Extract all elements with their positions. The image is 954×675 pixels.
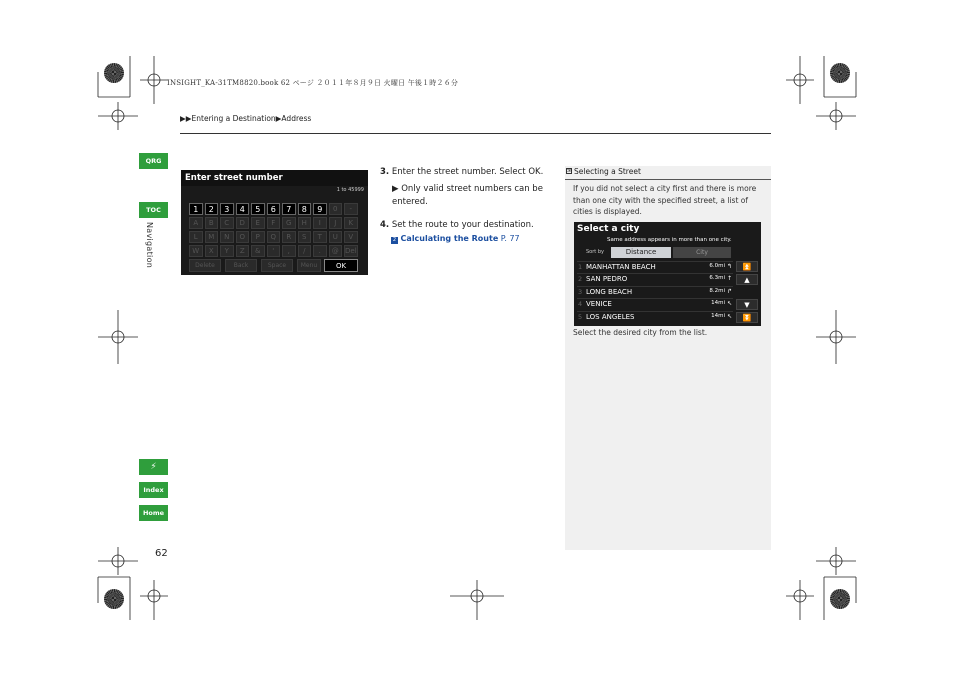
city-distance: 6.0mi [709, 263, 725, 269]
scroll-up-button[interactable]: ▲ [736, 274, 758, 285]
keypad-key[interactable]: 9 [313, 203, 327, 215]
step-tail: . [540, 167, 544, 177]
keypad-key[interactable]: B [205, 217, 219, 229]
keypad-key[interactable]: W [189, 245, 203, 257]
street-number-screen [181, 170, 368, 275]
scroll-bottom-button[interactable]: ⏬ [736, 312, 758, 323]
keypad-key[interactable]: , [282, 245, 296, 257]
keypad-key[interactable]: Q [267, 231, 281, 243]
keypad-key[interactable]: F [267, 217, 281, 229]
keypad-key[interactable]: P [251, 231, 265, 243]
city-list-item[interactable] [577, 298, 733, 309]
tab-city[interactable]: City [673, 247, 731, 258]
city-list-item[interactable] [577, 286, 733, 297]
voice-command-button[interactable]: ⚡ [139, 459, 168, 475]
city-list-item[interactable] [577, 273, 733, 284]
step-text: Set the route to your destination. [391, 220, 534, 230]
keypad-key[interactable]: D [236, 217, 250, 229]
direction-arrow-icon: ↰ [726, 263, 732, 270]
city-name: LOS ANGELES [586, 312, 635, 321]
link-page: P. 77 [500, 234, 520, 243]
home-button[interactable]: Home [139, 505, 168, 521]
step-number: 4. [380, 220, 390, 230]
space-key[interactable]: Space [261, 259, 293, 272]
keypad-key[interactable]: ' [267, 245, 281, 257]
city-distance: 8.2mi [709, 287, 725, 294]
keypad-key[interactable]: Y [220, 245, 234, 257]
step-bold: OK [528, 167, 541, 177]
keypad-key[interactable]: 1 [189, 203, 203, 215]
step-3-note: ▶ Only valid street numbers can be entered. [392, 184, 543, 207]
row-number: 5 [578, 312, 583, 321]
section-label: Navigation [145, 222, 154, 269]
keypad-key[interactable]: / [298, 245, 312, 257]
keypad-key[interactable]: 8 [298, 203, 312, 215]
keypad-row [189, 231, 358, 243]
calculating-route-link[interactable] [391, 234, 520, 244]
index-button[interactable]: Index [139, 482, 168, 498]
number-range: 1 to 45999 [336, 187, 364, 193]
row-number: 4 [578, 300, 583, 309]
keypad-key[interactable]: E [251, 217, 265, 229]
toc-button[interactable]: TOC [139, 202, 168, 218]
select-city-screen [574, 222, 761, 326]
link-arrow-icon: 2 [392, 237, 397, 243]
keypad-key[interactable]: M [205, 231, 219, 243]
scroll-top-button[interactable]: ⏫ [736, 261, 758, 272]
ok-button[interactable]: OK [324, 259, 358, 272]
city-list-item[interactable] [577, 261, 733, 272]
step-3 [380, 166, 543, 179]
keypad-row [189, 203, 358, 215]
city-name: MANHATTAN BEACH [586, 263, 656, 271]
keypad-key[interactable]: J [329, 217, 343, 229]
qrg-button[interactable]: QRG [139, 153, 168, 169]
scroll-down-button[interactable]: ▼ [736, 299, 758, 310]
keypad-key[interactable]: 4 [236, 203, 250, 215]
keypad-key[interactable]: R [282, 231, 296, 243]
step-text: Enter the street number. Select [391, 167, 529, 177]
keypad-key[interactable]: 0 [329, 203, 343, 215]
panel-title: Selecting a Street [574, 167, 641, 176]
panel-caption: Select the desired city from the list. [573, 328, 708, 337]
link-text: Calculating the Route [400, 234, 499, 243]
keypad-key[interactable]: U [329, 231, 343, 243]
city-distance: 14mi [711, 300, 725, 307]
menu-key[interactable]: Menu [297, 259, 321, 272]
breadcrumb[interactable]: ▶▶Entering a Destination▶Address [180, 114, 312, 123]
keypad-key[interactable]: G [282, 217, 296, 229]
screen-title: Enter street number [181, 170, 368, 186]
keypad-key[interactable]: 2 [205, 203, 219, 215]
city-distance: 14mi [711, 312, 725, 319]
row-number: 3 [578, 287, 583, 296]
keypad-key[interactable]: L [189, 231, 203, 243]
step-4 [380, 219, 534, 232]
keypad-key[interactable]: V [344, 231, 358, 243]
keypad-key[interactable]: Del [345, 247, 357, 255]
direction-arrow-icon: ↖ [726, 312, 732, 320]
page-number: 62 [155, 548, 168, 559]
direction-arrow-icon: ↑ [726, 275, 732, 283]
keypad-key[interactable]: A [189, 217, 203, 229]
keypad-key[interactable]: 3 [220, 203, 234, 215]
sort-label: Sort by [586, 249, 604, 255]
keypad-key[interactable]: O [236, 231, 250, 243]
keypad-key[interactable]: X [205, 245, 219, 257]
keypad-key[interactable]: K [344, 217, 358, 229]
keypad-key[interactable]: 6 [267, 203, 281, 215]
city-name: VENICE [586, 300, 612, 309]
city-list-item[interactable] [577, 311, 733, 322]
header-divider [180, 133, 771, 134]
keypad-row [189, 217, 358, 229]
row-number: 1 [578, 263, 583, 271]
back-key[interactable]: Back [225, 259, 257, 272]
keypad-key[interactable]: T [313, 231, 327, 243]
delete-key[interactable]: Delete [189, 259, 221, 272]
city-name: SAN PEDRO [586, 275, 628, 284]
keypad-row [189, 245, 358, 257]
keypad-key[interactable]: C [220, 217, 234, 229]
city-distance: 6.3mi [709, 275, 725, 282]
keypad-key[interactable]: . [313, 245, 327, 257]
keypad-key[interactable]: I [313, 217, 327, 229]
panel-body: If you did not select a city first and there is more than one city with the specified street, a list of cities is displayed. [573, 184, 757, 216]
keypad-key[interactable]: 7 [282, 203, 296, 215]
direction-arrow-icon: ↖ [726, 300, 732, 308]
keypad-key[interactable]: @ [329, 245, 343, 257]
row-number: 2 [578, 275, 583, 284]
sidenote-icon: ≫ [567, 168, 573, 174]
tab-distance[interactable]: Distance [611, 247, 671, 258]
step-number: 3. [380, 167, 390, 177]
city-name: LONG BEACH [586, 287, 633, 296]
screen-title: Select a city [577, 224, 640, 234]
keypad-key[interactable]: N [220, 231, 234, 243]
keypad-key[interactable]: 5 [251, 203, 265, 215]
file-info-line: INSIGHT_KA-31TM8820.book 62 ページ ２０１１年８月９日 火曜日 午後１時２６分 [167, 79, 459, 87]
keypad-key[interactable]: H [298, 217, 312, 229]
direction-arrow-icon: ↱ [726, 287, 732, 295]
keypad-key[interactable]: & [251, 245, 265, 257]
keypad-key[interactable]: - [344, 203, 358, 215]
keypad-key[interactable]: Z [236, 245, 250, 257]
keypad-key[interactable]: S [298, 231, 312, 243]
screen-subtitle: Same address appears in more than one city. [607, 237, 732, 243]
